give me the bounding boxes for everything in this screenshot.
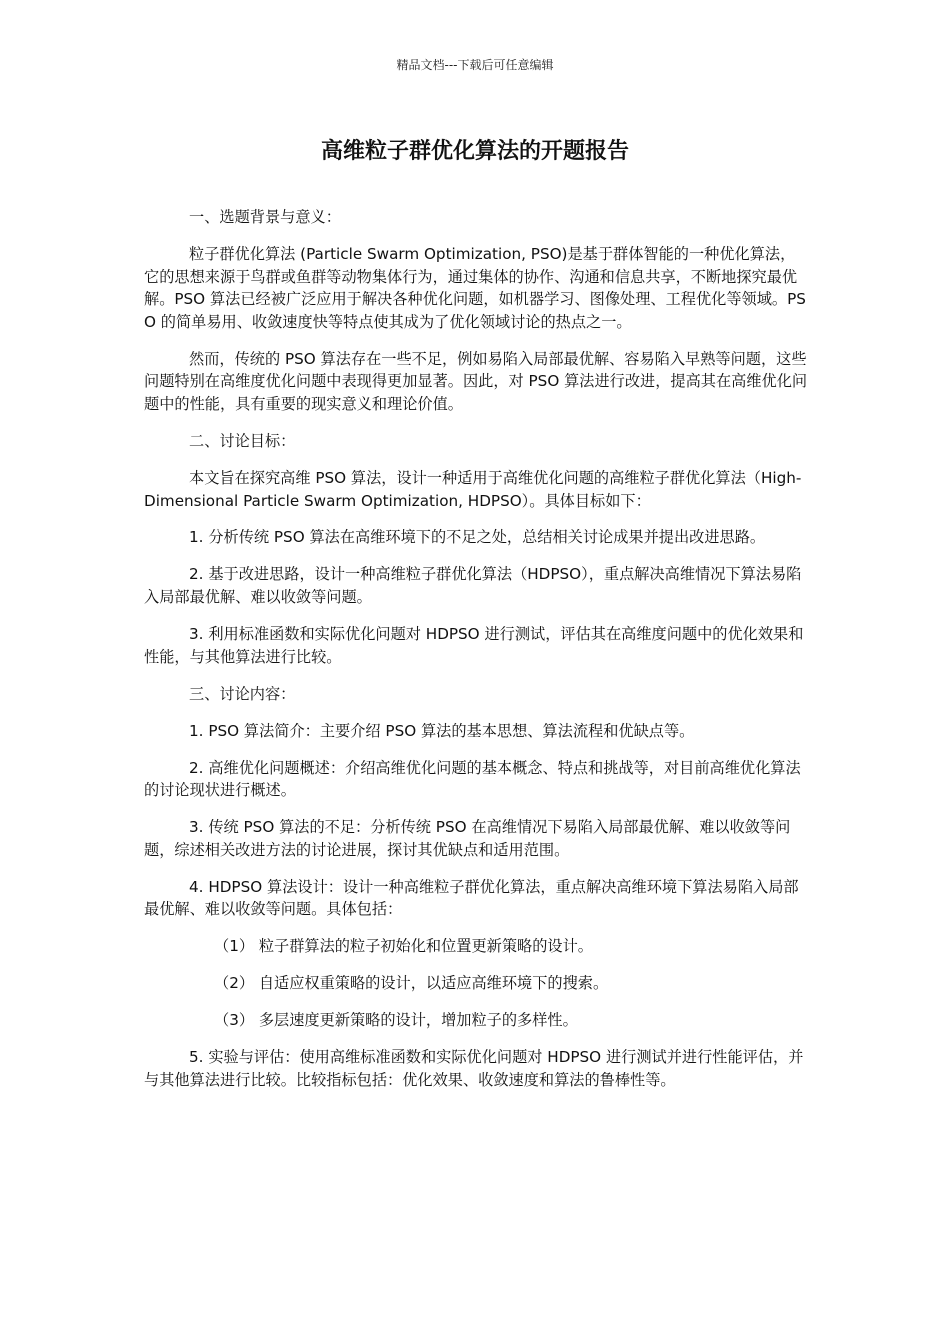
content-item-4: 4. HDPSO 算法设计：设计一种高维粒子群优化算法，重点解决高维环境下算法易陷入局部最优解、难以收敛等问题。具体包括：: [144, 877, 799, 919]
objective-item-2: 2. 基于改进思路，设计一种高维粒子群优化算法（HDPSO），重点解决高维情况下算法易陷入局部最优解、难以收敛等问题。: [144, 565, 802, 607]
paragraph-pso-shortcomings: 然而，传统的 PSO 算法存在一些不足，例如易陷入局部最优解、容易陷入早熟等问题，这些问题特别在高维度优化问题中表现得更加显著。因此，对 PSO 算法进行改进，提高其在高维优化问题中的性能，具有重要的现实意义和理论价值。: [144, 349, 808, 413]
content-item-5: 5. 实验与评估：使用高维标准函数和实际优化问题对 HDPSO 进行测试并进行性能评估，并与其他算法进行比较。比较指标包括：优化效果、收敛速度和算法的鲁棒性等。: [144, 1048, 804, 1089]
objective-item-1: 1. 分析传统 PSO 算法在高维环境下的不足之处，总结相关讨论成果并提出改进思路。: [189, 528, 766, 547]
section-heading-objectives: 二、讨论目标：: [189, 431, 296, 450]
content-subitem-1: （1） 粒子群算法的粒子初始化和位置更新策略的设计。: [214, 937, 593, 956]
document-title: 高维粒子群优化算法的开题报告: [320, 139, 629, 164]
objective-item-3: 3. 利用标准函数和实际优化问题对 HDPSO 进行测试，评估其在高维度问题中的优化效果和性能，与其他算法进行比较。: [144, 625, 804, 666]
content-subitem-3: （3） 多层速度更新策略的设计，增加粒子的多样性。: [214, 1011, 578, 1030]
content-item-1: 1. PSO 算法简介：主要介绍 PSO 算法的基本思想、算法流程和优缺点等。: [189, 721, 695, 740]
document-body: [144, 206, 808, 1106]
section-heading-content: 三、讨论内容：: [189, 684, 296, 703]
section-heading-background: 一、选题背景与意义：: [189, 208, 341, 226]
paragraph-pso-intro: 粒子群优化算法 (Particle Swarm Optimization, PSO)是基于群体智能的一种优化算法，它的思想来源于鸟群或鱼群等动物集体行为，通过集体的协作、沟通和信息共享，不断地探究最优解。PSO 算法已经被广泛应用于解决各种优化问题，如机器学习、图像处理、工程优化等领域。PSO 的简单易用、收敛速度快等特点使其成为了优化领域讨论的热点之一。: [144, 244, 806, 331]
header-note: 精品文档---下载后可任意编辑: [396, 58, 554, 72]
content-item-3: 3. 传统 PSO 算法的不足：分析传统 PSO 在高维情况下易陷入局部最优解、难以收敛等问题，综述相关改进方法的讨论进展，探讨其优缺点和适用范围。: [144, 818, 791, 859]
paragraph-objectives-intro: 本文旨在探究高维 PSO 算法，设计一种适用于高维优化问题的高维粒子群优化算法（High-Dimensional Particle Swarm Optimization, HDPSO）。具体目标如下：: [144, 468, 802, 510]
content-subitem-2: （2） 自适应权重策略的设计，以适应高维环境下的搜索。: [214, 974, 609, 993]
content-item-2: 2. 高维优化问题概述：介绍高维优化问题的基本概念、特点和挑战等，对目前高维优化算法的讨论现状进行概述。: [144, 758, 801, 800]
